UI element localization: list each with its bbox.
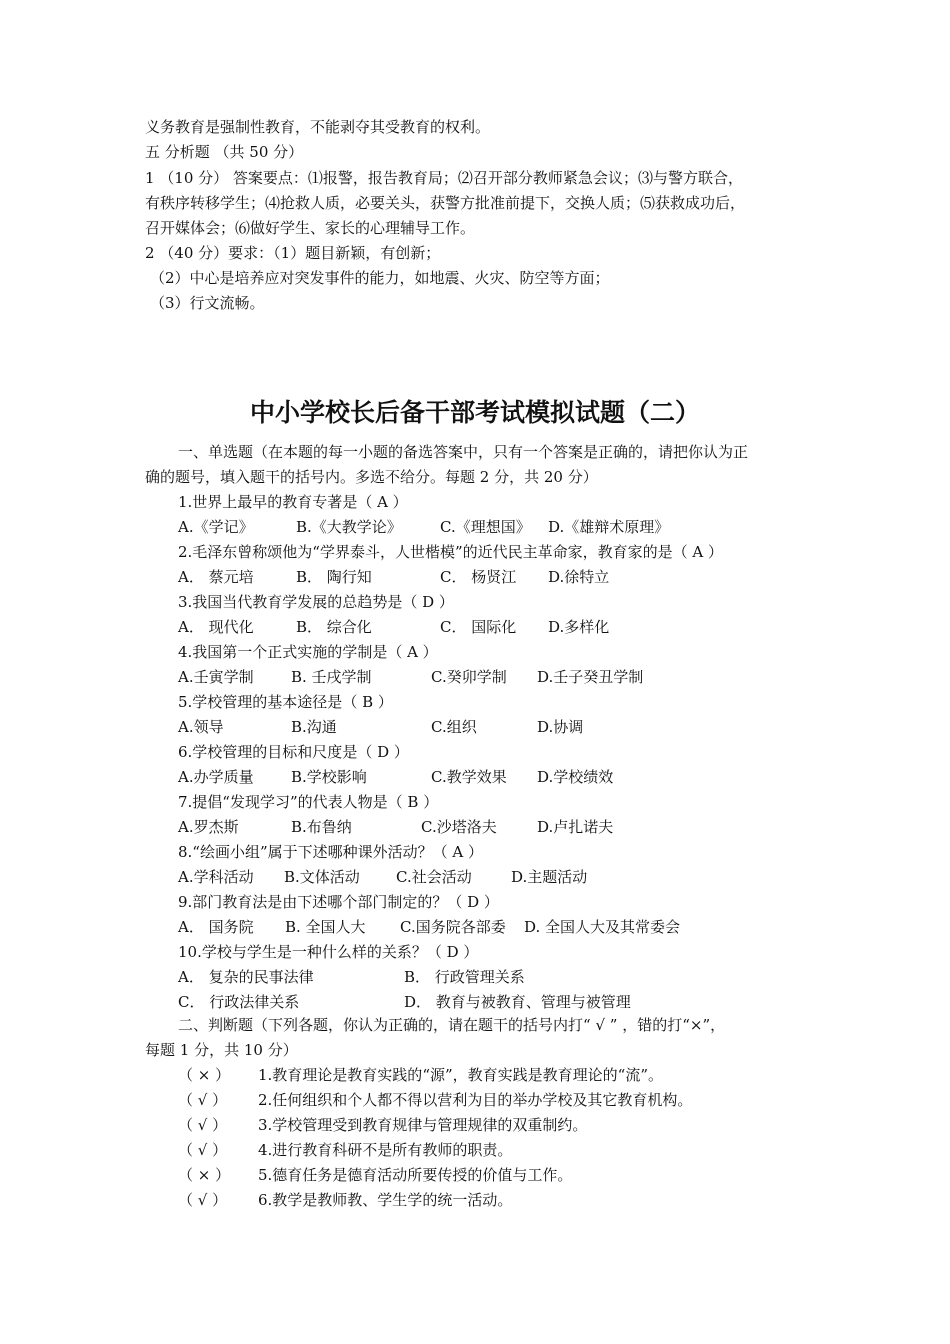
- question-7-option-b: B.布鲁纳: [291, 818, 352, 836]
- judgement-mark: （ √ ）: [178, 1091, 228, 1109]
- section-2-instructions-2: 每题 1 分，共 10 分）: [145, 1041, 298, 1059]
- judgement-text: 3.学校管理受到教育规律与管理规律的双重制约。: [258, 1116, 588, 1134]
- question-1-option-c: C.《理想国》: [440, 518, 531, 536]
- question-7: 7.提倡“发现学习”的代表人物是（ B ）: [178, 793, 439, 811]
- question-1-option-b: B.《大教学论》: [296, 518, 402, 536]
- judgement-2: [178, 1090, 692, 1110]
- question-10: 10.学校与学生是一种什么样的关系？（ D ）: [178, 943, 479, 961]
- answer-2-line-3: （3）行文流畅。: [150, 294, 265, 312]
- question-10-option-c: C． 行政法律关系: [178, 993, 300, 1011]
- question-10-option-d: D． 教育与被教育、管理与被管理: [404, 993, 631, 1011]
- judgement-mark: （ √ ）: [178, 1141, 228, 1159]
- question-10-option-a: A． 复杂的民事法律: [178, 968, 314, 986]
- question-9-option-a: A． 国务院: [178, 918, 254, 936]
- answer-1-line-2: 有秩序转移学生；⑷抢救人质，必要关头，获警方批准前提下，交换人质；⑸获救成功后，: [145, 194, 746, 212]
- answer-1-line-3: 召开媒体会；⑹做好学生、家长的心理辅导工作。: [145, 219, 476, 237]
- question-10-option-b: B． 行政管理关系: [404, 968, 525, 986]
- judgement-5: [178, 1165, 572, 1185]
- judgement-text: 1.教育理论是教育实践的“源”，教育实践是教育理论的“流”。: [258, 1066, 663, 1084]
- answer-2-line-1: 2 （40 分）要求：（1）题目新颖，有创新；: [145, 244, 441, 262]
- question-7-option-c: C.沙塔洛夫: [421, 818, 497, 836]
- question-5: 5.学校管理的基本途径是（ B ）: [178, 693, 393, 711]
- judgement-6: [178, 1190, 512, 1210]
- question-1-option-a: A.《学记》: [178, 518, 254, 536]
- question-6-option-a: A.办学质量: [178, 768, 254, 786]
- question-2-option-d: D.徐特立: [548, 568, 610, 586]
- judgement-3: [178, 1115, 587, 1135]
- question-5-option-a: A.领导: [178, 718, 224, 736]
- judgement-mark: （ √ ）: [178, 1116, 228, 1134]
- question-2: 2.毛泽东曾称颂他为“学界泰斗，人世楷模”的近代民主革命家，教育家的是（ A ）: [178, 543, 724, 561]
- question-6-option-d: D.学校绩效: [537, 768, 614, 786]
- question-4-option-a: A.壬寅学制: [178, 668, 254, 686]
- judgement-1: [178, 1065, 663, 1085]
- section-1-instructions-2: 确的题号，填入题干的括号内。多选不给分。每题 2 分，共 20 分）: [145, 468, 598, 486]
- answer-2-line-2: （2）中心是培养应对突发事件的能力，如地震、火灾、防空等方面；: [150, 269, 610, 287]
- question-3: 3.我国当代教育学发展的总趋势是（ D ）: [178, 593, 454, 611]
- question-6-option-b: B.学校影响: [291, 768, 367, 786]
- question-2-option-a: A． 蔡元培: [178, 568, 254, 586]
- exam-title: 中小学校长后备干部考试模拟试题（二）: [249, 398, 700, 427]
- question-3-option-c: C． 国际化: [440, 618, 517, 636]
- answer-1-line-1: 1 （10 分） 答案要点：⑴报警，报告教育局；⑵召开部分教师紧急会议；⑶与警方联合，: [145, 169, 743, 187]
- question-7-option-a: A.罗杰斯: [178, 818, 239, 836]
- question-3-option-a: A． 现代化: [178, 618, 254, 636]
- question-4-option-b: B. 壬戌学制: [291, 668, 372, 686]
- section-2-instructions-1: 二、判断题（下列各题，你认为正确的，请在题干的括号内打“ √ ” ，错的打“×”，: [178, 1016, 726, 1034]
- judgement-text: 2.任何组织和个人都不得以营利为目的举办学校及其它教育机构。: [258, 1091, 693, 1109]
- prev-answer-line: 义务教育是强制性教育，不能剥夺其受教育的权利。: [145, 118, 491, 136]
- judgement-mark: （ √ ）: [178, 1191, 228, 1209]
- question-2-option-c: C． 杨贤江: [440, 568, 517, 586]
- section-5-heading: 五 分析题 （共 50 分）: [145, 143, 304, 161]
- question-4-option-d: D.壬子癸丑学制: [537, 668, 644, 686]
- question-6: 6.学校管理的目标和尺度是（ D ）: [178, 743, 409, 761]
- question-5-option-d: D.协调: [537, 718, 584, 736]
- question-6-option-c: C.教学效果: [431, 768, 507, 786]
- judgement-mark: （ × ）: [178, 1166, 231, 1184]
- question-8-option-c: C.社会活动: [396, 868, 472, 886]
- question-7-option-d: D.卢扎诺夫: [537, 818, 614, 836]
- question-8-option-b: B.文体活动: [284, 868, 360, 886]
- question-9-option-d: D. 全国人大及其常委会: [524, 918, 681, 936]
- question-4: 4.我国第一个正式实施的学制是（ A ）: [178, 643, 438, 661]
- question-9: 9.部门教育法是由下述哪个部门制定的？（ D ）: [178, 893, 499, 911]
- question-8-option-d: D.主题活动: [511, 868, 588, 886]
- question-9-option-c: C.国务院各部委: [400, 918, 506, 936]
- judgement-mark: （ × ）: [178, 1066, 231, 1084]
- judgement-text: 6.教学是教师教、学生学的统一活动。: [258, 1191, 513, 1209]
- question-5-option-c: C.组织: [431, 718, 477, 736]
- judgement-text: 5.德育任务是德育活动所要传授的价值与工作。: [258, 1166, 573, 1184]
- question-8: 8.“绘画小组”属于下述哪种课外活动？（ A ）: [178, 843, 484, 861]
- question-5-option-b: B.沟通: [291, 718, 337, 736]
- question-3-option-d: D.多样化: [548, 618, 610, 636]
- judgement-text: 4.进行教育科研不是所有教师的职责。: [258, 1141, 513, 1159]
- question-1: 1.世界上最早的教育专著是（ A ）: [178, 493, 408, 511]
- question-4-option-c: C.癸卯学制: [431, 668, 507, 686]
- section-1-instructions-1: 一、单选题（在本题的每一小题的备选答案中，只有一个答案是正确的，请把你认为正: [178, 443, 749, 461]
- question-9-option-b: B. 全国人大: [285, 918, 366, 936]
- question-3-option-b: B． 综合化: [296, 618, 372, 636]
- question-8-option-a: A.学科活动: [178, 868, 254, 886]
- question-2-option-b: B． 陶行知: [296, 568, 372, 586]
- question-1-option-d: D.《雄辩术原理》: [548, 518, 670, 536]
- judgement-4: [178, 1140, 512, 1160]
